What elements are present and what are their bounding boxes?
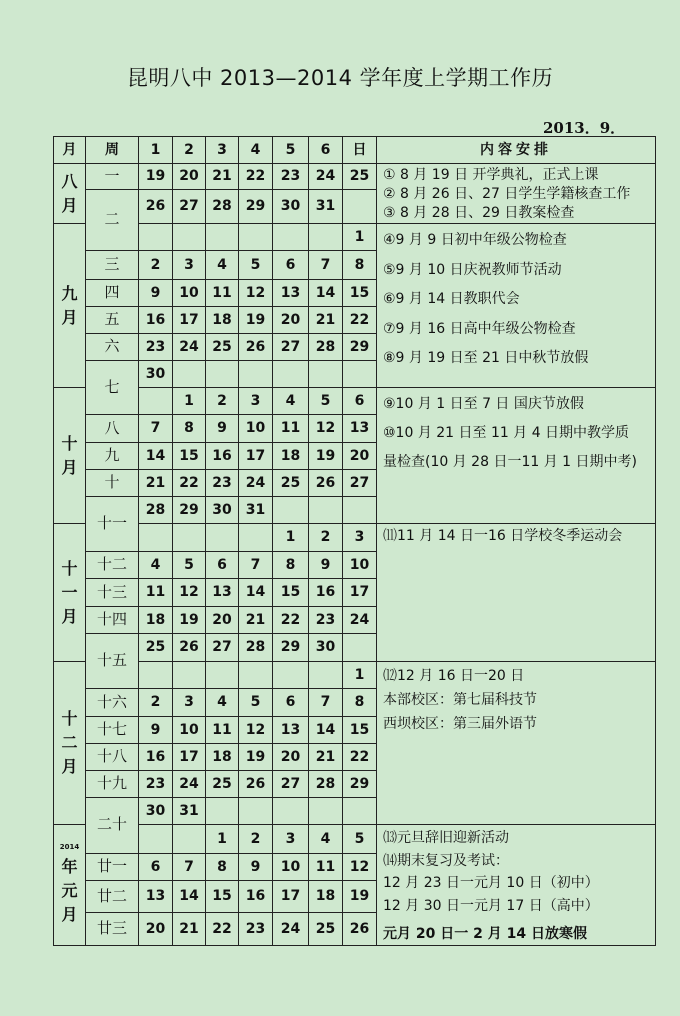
day-cell: 24 bbox=[173, 334, 206, 361]
month-sep bbox=[54, 224, 86, 388]
week-number: 十三 bbox=[86, 579, 139, 607]
note-line: ⑨10 月 1 日至 7 日 国庆节放假 bbox=[383, 396, 584, 412]
day-cell: 19 bbox=[309, 443, 343, 470]
day-cell: 9 bbox=[239, 853, 273, 881]
week-number: 二 bbox=[86, 190, 139, 251]
day-cell bbox=[139, 662, 173, 689]
day-cell: 8 bbox=[273, 552, 309, 579]
day-cell: 29 bbox=[173, 497, 206, 524]
day-cell: 10 bbox=[173, 280, 206, 307]
day-cell: 7 bbox=[173, 853, 206, 881]
week-number: 十八 bbox=[86, 744, 139, 771]
day-cell: 19 bbox=[239, 744, 273, 771]
day-cell: 23 bbox=[239, 913, 273, 946]
day-cell bbox=[206, 224, 239, 251]
day-cell: 16 bbox=[206, 443, 239, 470]
day-cell: 16 bbox=[239, 881, 273, 913]
day-cell: 19 bbox=[139, 164, 173, 190]
day-cell: 6 bbox=[343, 388, 377, 415]
day-cell: 22 bbox=[343, 307, 377, 334]
day-cell: 16 bbox=[309, 579, 343, 607]
month-dec bbox=[54, 662, 86, 825]
day-cell: 18 bbox=[206, 744, 239, 771]
day-cell: 22 bbox=[239, 164, 273, 190]
day-cell: 17 bbox=[173, 307, 206, 334]
week-number: 十九 bbox=[86, 771, 139, 798]
day-cell: 15 bbox=[206, 881, 239, 913]
day-cell: 4 bbox=[309, 825, 343, 854]
day-cell: 31 bbox=[309, 190, 343, 224]
day-cell: 26 bbox=[139, 190, 173, 224]
day-cell: 25 bbox=[343, 164, 377, 190]
day-cell: 12 bbox=[173, 579, 206, 607]
day-cell: 4 bbox=[206, 689, 239, 717]
day-cell: 5 bbox=[309, 388, 343, 415]
header-week: 周 bbox=[86, 137, 139, 164]
week-number: 十一 bbox=[86, 497, 139, 552]
day-cell: 10 bbox=[343, 552, 377, 579]
day-cell: 30 bbox=[139, 361, 173, 388]
week-number: 九 bbox=[86, 443, 139, 470]
day-cell: 21 bbox=[239, 607, 273, 634]
day-cell: 6 bbox=[206, 552, 239, 579]
week-number: 六 bbox=[86, 334, 139, 361]
day-cell: 10 bbox=[239, 415, 273, 443]
day-cell: 16 bbox=[139, 744, 173, 771]
day-cell bbox=[343, 798, 377, 825]
day-cell bbox=[309, 361, 343, 388]
day-cell: 8 bbox=[206, 853, 239, 881]
week-number: 一 bbox=[86, 164, 139, 190]
day-cell bbox=[139, 524, 173, 552]
month-label: 九 月 bbox=[61, 283, 78, 327]
note-line: 12 月 23 日一元月 10 日（初中） bbox=[383, 875, 599, 891]
day-cell: 23 bbox=[139, 771, 173, 798]
day-cell: 18 bbox=[206, 307, 239, 334]
header-content: 内容安排 bbox=[377, 137, 656, 164]
day-cell: 21 bbox=[309, 744, 343, 771]
week-number: 二十 bbox=[86, 798, 139, 854]
header-day-d3: 3 bbox=[206, 137, 239, 164]
notes-oct bbox=[377, 388, 656, 524]
day-cell bbox=[273, 798, 309, 825]
day-cell: 3 bbox=[273, 825, 309, 854]
day-cell bbox=[343, 634, 377, 662]
day-cell: 11 bbox=[139, 579, 173, 607]
day-cell: 17 bbox=[239, 443, 273, 470]
day-cell: 1 bbox=[343, 224, 377, 251]
day-cell: 27 bbox=[273, 771, 309, 798]
day-cell bbox=[206, 662, 239, 689]
day-cell: 5 bbox=[173, 552, 206, 579]
header-day-d4: 4 bbox=[239, 137, 273, 164]
day-cell: 24 bbox=[239, 470, 273, 497]
day-cell: 6 bbox=[273, 251, 309, 280]
day-cell: 1 bbox=[173, 388, 206, 415]
day-cell: 27 bbox=[173, 190, 206, 224]
note-line: ④9 月 9 日初中年级公物检查 bbox=[383, 232, 567, 248]
day-cell: 23 bbox=[206, 470, 239, 497]
day-cell bbox=[273, 497, 309, 524]
week-number: 十六 bbox=[86, 689, 139, 717]
day-cell: 20 bbox=[273, 744, 309, 771]
month-label: 十 月 bbox=[61, 433, 78, 477]
day-cell bbox=[273, 224, 309, 251]
note-line: ⑥9 月 14 日教职代会 bbox=[383, 291, 520, 307]
day-cell: 2 bbox=[239, 825, 273, 854]
month-label: 十 二 月 bbox=[61, 709, 78, 776]
day-cell: 22 bbox=[173, 470, 206, 497]
day-cell bbox=[239, 524, 273, 552]
day-cell: 14 bbox=[239, 579, 273, 607]
note-line: ⒁期末复习及考试： bbox=[383, 852, 509, 869]
day-cell: 1 bbox=[206, 825, 239, 854]
day-cell: 25 bbox=[309, 913, 343, 946]
day-cell bbox=[139, 825, 173, 854]
day-cell: 30 bbox=[206, 497, 239, 524]
day-cell: 26 bbox=[343, 913, 377, 946]
day-cell bbox=[239, 798, 273, 825]
day-cell: 25 bbox=[206, 334, 239, 361]
header-day-d5: 5 bbox=[273, 137, 309, 164]
notes-dec bbox=[377, 662, 656, 825]
day-cell: 24 bbox=[273, 913, 309, 946]
day-cell: 4 bbox=[139, 552, 173, 579]
note-line: ⑿12 月 16 日一20 日 bbox=[383, 668, 525, 684]
day-cell: 16 bbox=[139, 307, 173, 334]
day-cell: 25 bbox=[139, 634, 173, 662]
day-cell bbox=[239, 662, 273, 689]
month-label: 年 元 月 bbox=[61, 856, 78, 924]
note-line: 本部校区：第七届科技节 bbox=[383, 692, 537, 708]
day-cell bbox=[206, 524, 239, 552]
day-cell: 14 bbox=[173, 881, 206, 913]
day-cell: 3 bbox=[173, 689, 206, 717]
day-cell: 14 bbox=[309, 717, 343, 744]
day-cell: 13 bbox=[343, 415, 377, 443]
notes-nov bbox=[377, 524, 656, 662]
day-cell: 7 bbox=[309, 689, 343, 717]
day-cell: 15 bbox=[343, 717, 377, 744]
day-cell bbox=[206, 361, 239, 388]
day-cell: 12 bbox=[309, 415, 343, 443]
day-cell bbox=[309, 798, 343, 825]
day-cell: 13 bbox=[139, 881, 173, 913]
day-cell: 1 bbox=[273, 524, 309, 552]
day-cell: 1 bbox=[343, 662, 377, 689]
note-line: ② 8 月 26 日、27 日学生学籍核查工作 bbox=[383, 186, 631, 202]
day-cell: 18 bbox=[309, 881, 343, 913]
day-cell bbox=[239, 224, 273, 251]
day-cell: 2 bbox=[139, 689, 173, 717]
day-cell bbox=[139, 224, 173, 251]
note-line: 量检查(10 月 28 日一11 月 1 日期中考) bbox=[383, 454, 637, 470]
winter-break-note: 元月 20 日一 2 月 14 日放寒假 bbox=[383, 926, 587, 942]
week-number: 廿二 bbox=[86, 881, 139, 913]
week-row bbox=[54, 224, 656, 251]
note-line: ① 8 月 19 日 开学典礼，正式上课 bbox=[383, 167, 599, 183]
day-cell: 2 bbox=[309, 524, 343, 552]
month-jan bbox=[54, 825, 86, 946]
note-line: ⑧9 月 19 日至 21 日中秋节放假 bbox=[383, 350, 589, 366]
day-cell: 20 bbox=[273, 307, 309, 334]
day-cell: 25 bbox=[206, 771, 239, 798]
header-month: 月 bbox=[54, 137, 86, 164]
note-line: ⑤9 月 10 日庆祝教师节活动 bbox=[383, 261, 562, 278]
week-number: 廿一 bbox=[86, 853, 139, 881]
day-cell: 12 bbox=[343, 853, 377, 881]
day-cell: 3 bbox=[239, 388, 273, 415]
day-cell: 9 bbox=[139, 717, 173, 744]
week-number: 四 bbox=[86, 280, 139, 307]
week-row bbox=[54, 662, 656, 689]
day-cell: 4 bbox=[273, 388, 309, 415]
day-cell: 4 bbox=[206, 251, 239, 280]
day-cell: 19 bbox=[239, 307, 273, 334]
day-cell: 30 bbox=[309, 634, 343, 662]
day-cell: 17 bbox=[273, 881, 309, 913]
day-cell bbox=[309, 662, 343, 689]
day-cell bbox=[343, 361, 377, 388]
day-cell: 7 bbox=[139, 415, 173, 443]
note-line: ⑩10 月 21 日至 11 月 4 日期中教学质 bbox=[383, 425, 630, 441]
day-cell: 6 bbox=[139, 853, 173, 881]
day-cell: 18 bbox=[273, 443, 309, 470]
day-cell: 12 bbox=[239, 280, 273, 307]
header-row bbox=[54, 137, 656, 164]
day-cell bbox=[309, 497, 343, 524]
day-cell bbox=[206, 798, 239, 825]
day-cell: 28 bbox=[309, 334, 343, 361]
day-cell: 9 bbox=[309, 552, 343, 579]
header-day-d7: 日 bbox=[343, 137, 377, 164]
day-cell: 15 bbox=[173, 443, 206, 470]
day-cell: 28 bbox=[206, 190, 239, 224]
day-cell: 13 bbox=[273, 280, 309, 307]
day-cell: 17 bbox=[343, 579, 377, 607]
day-cell bbox=[173, 361, 206, 388]
day-cell: 19 bbox=[173, 607, 206, 634]
note-line: 西坝校区：第三届外语节 bbox=[383, 716, 537, 732]
day-cell: 7 bbox=[239, 552, 273, 579]
day-cell: 21 bbox=[173, 913, 206, 946]
day-cell: 18 bbox=[139, 607, 173, 634]
day-cell: 29 bbox=[273, 634, 309, 662]
day-cell: 26 bbox=[239, 771, 273, 798]
day-cell: 20 bbox=[206, 607, 239, 634]
day-cell: 19 bbox=[343, 881, 377, 913]
day-cell: 23 bbox=[273, 164, 309, 190]
note-line: ⑦9 月 16 日高中年级公物检查 bbox=[383, 320, 576, 337]
day-cell bbox=[273, 361, 309, 388]
day-cell: 28 bbox=[139, 497, 173, 524]
notes-jan bbox=[377, 825, 656, 946]
week-row bbox=[54, 524, 656, 552]
day-cell: 13 bbox=[206, 579, 239, 607]
day-cell: 6 bbox=[273, 689, 309, 717]
day-cell: 11 bbox=[206, 717, 239, 744]
day-cell: 14 bbox=[309, 280, 343, 307]
day-cell: 26 bbox=[173, 634, 206, 662]
day-cell bbox=[173, 524, 206, 552]
day-cell: 24 bbox=[173, 771, 206, 798]
day-cell: 31 bbox=[239, 497, 273, 524]
note-line: 12 月 30 日一元月 17 日（高中） bbox=[383, 897, 599, 914]
work-calendar-table bbox=[53, 136, 656, 946]
day-cell bbox=[139, 388, 173, 415]
issue-date: 2013．9． bbox=[543, 119, 626, 137]
day-cell: 23 bbox=[139, 334, 173, 361]
day-cell: 5 bbox=[343, 825, 377, 854]
day-cell: 30 bbox=[139, 798, 173, 825]
note-line: ⑾11 月 14 日一16 日学校冬季运动会 bbox=[383, 528, 623, 544]
day-cell: 30 bbox=[273, 190, 309, 224]
week-number: 五 bbox=[86, 307, 139, 334]
day-cell: 11 bbox=[206, 280, 239, 307]
week-row bbox=[54, 825, 656, 854]
month-nov bbox=[54, 524, 86, 662]
day-cell: 29 bbox=[343, 334, 377, 361]
day-cell: 17 bbox=[173, 744, 206, 771]
day-cell: 12 bbox=[239, 717, 273, 744]
day-cell: 11 bbox=[273, 415, 309, 443]
month-label: 十 一 月 bbox=[61, 558, 78, 626]
week-row bbox=[54, 164, 656, 190]
day-cell: 25 bbox=[273, 470, 309, 497]
header-day-d2: 2 bbox=[173, 137, 206, 164]
day-cell bbox=[173, 224, 206, 251]
day-cell bbox=[309, 224, 343, 251]
day-cell: 24 bbox=[309, 164, 343, 190]
day-cell: 8 bbox=[173, 415, 206, 443]
day-cell: 15 bbox=[273, 579, 309, 607]
day-cell: 3 bbox=[343, 524, 377, 552]
day-cell bbox=[273, 662, 309, 689]
day-cell: 27 bbox=[206, 634, 239, 662]
month-aug bbox=[54, 164, 86, 224]
day-cell: 8 bbox=[343, 689, 377, 717]
note-line: ⒀元旦辞旧迎新活动 bbox=[383, 830, 509, 846]
day-cell: 15 bbox=[343, 280, 377, 307]
day-cell: 8 bbox=[343, 251, 377, 280]
day-cell: 5 bbox=[239, 689, 273, 717]
day-cell: 27 bbox=[273, 334, 309, 361]
day-cell bbox=[343, 497, 377, 524]
week-number: 十 bbox=[86, 470, 139, 497]
day-cell: 11 bbox=[309, 853, 343, 881]
day-cell bbox=[239, 361, 273, 388]
week-number: 三 bbox=[86, 251, 139, 280]
day-cell: 26 bbox=[239, 334, 273, 361]
day-cell: 23 bbox=[309, 607, 343, 634]
day-cell: 5 bbox=[239, 251, 273, 280]
day-cell: 28 bbox=[309, 771, 343, 798]
week-number: 十四 bbox=[86, 607, 139, 634]
week-number: 廿三 bbox=[86, 913, 139, 946]
day-cell: 14 bbox=[139, 443, 173, 470]
notes-sep bbox=[377, 224, 656, 388]
day-cell: 29 bbox=[239, 190, 273, 224]
day-cell: 20 bbox=[139, 913, 173, 946]
notes-aug bbox=[377, 164, 656, 224]
day-cell: 24 bbox=[343, 607, 377, 634]
day-cell: 22 bbox=[273, 607, 309, 634]
day-cell bbox=[173, 662, 206, 689]
note-line: ③ 8 月 28 日、29 日教案检查 bbox=[383, 205, 575, 221]
header-day-d6: 6 bbox=[309, 137, 343, 164]
day-cell: 21 bbox=[139, 470, 173, 497]
day-cell: 22 bbox=[343, 744, 377, 771]
week-row bbox=[54, 388, 656, 415]
year-label: 2014 bbox=[59, 842, 80, 851]
week-number: 八 bbox=[86, 415, 139, 443]
day-cell: 21 bbox=[206, 164, 239, 190]
day-cell: 3 bbox=[173, 251, 206, 280]
day-cell: 27 bbox=[343, 470, 377, 497]
day-cell: 29 bbox=[343, 771, 377, 798]
day-cell: 9 bbox=[206, 415, 239, 443]
day-cell: 2 bbox=[206, 388, 239, 415]
page-title: 昆明八中 2013—2014 学年度上学期工作历 bbox=[126, 66, 554, 90]
week-number: 十五 bbox=[86, 634, 139, 689]
week-number: 十七 bbox=[86, 717, 139, 744]
day-cell: 2 bbox=[139, 251, 173, 280]
day-cell: 20 bbox=[343, 443, 377, 470]
month-oct bbox=[54, 388, 86, 524]
day-cell bbox=[343, 190, 377, 224]
day-cell: 20 bbox=[173, 164, 206, 190]
day-cell: 21 bbox=[309, 307, 343, 334]
day-cell: 9 bbox=[139, 280, 173, 307]
week-number: 十二 bbox=[86, 552, 139, 579]
day-cell: 26 bbox=[309, 470, 343, 497]
week-number: 七 bbox=[86, 361, 139, 415]
day-cell: 7 bbox=[309, 251, 343, 280]
day-cell: 10 bbox=[173, 717, 206, 744]
header-day-d1: 1 bbox=[139, 137, 173, 164]
day-cell: 13 bbox=[273, 717, 309, 744]
day-cell: 31 bbox=[173, 798, 206, 825]
day-cell: 28 bbox=[239, 634, 273, 662]
day-cell bbox=[173, 825, 206, 854]
day-cell: 10 bbox=[273, 853, 309, 881]
day-cell: 22 bbox=[206, 913, 239, 946]
month-label: 八 月 bbox=[61, 171, 78, 215]
